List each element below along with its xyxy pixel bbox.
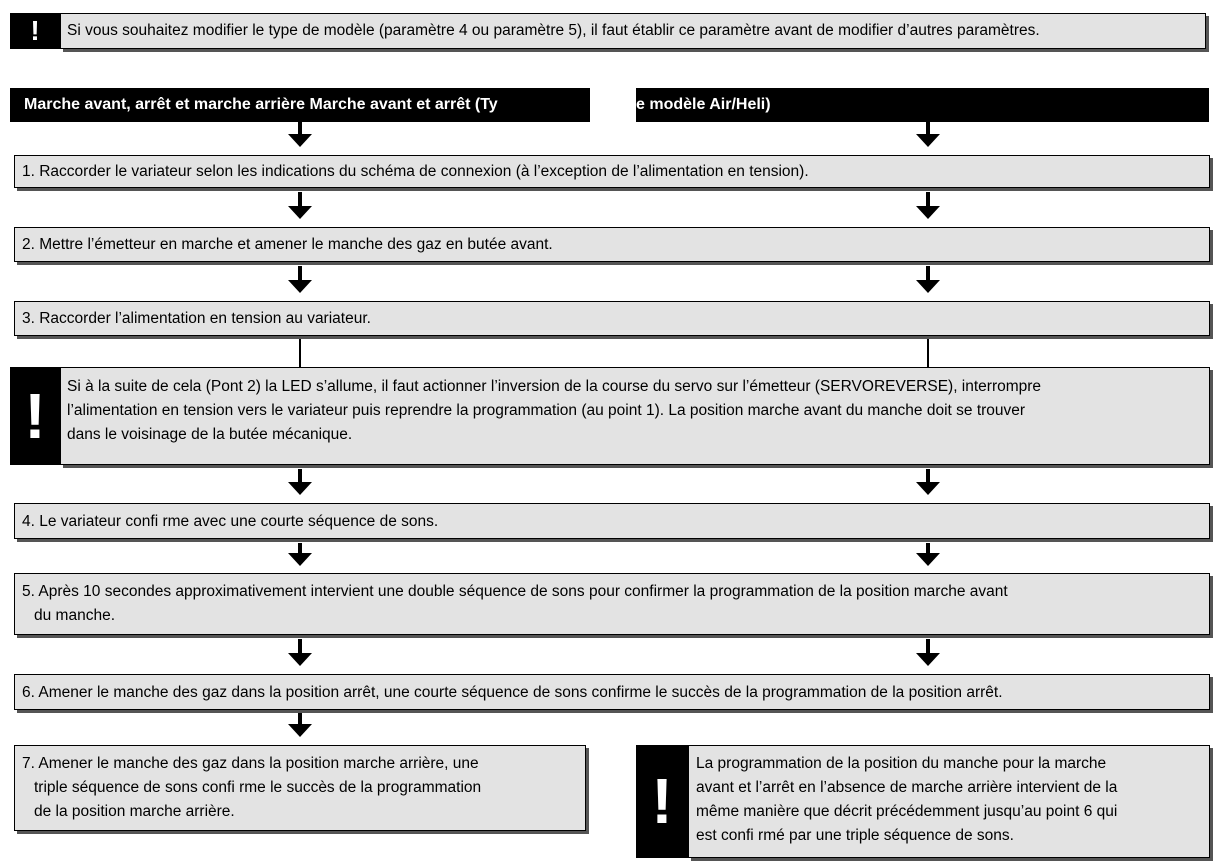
header-gap <box>590 88 636 122</box>
header-left-text: Marche avant, arrêt et marche arrière Marche avant et arrêt (Ty <box>24 96 498 113</box>
arrow-down-icon <box>288 122 312 147</box>
arrow-down-icon <box>288 192 312 219</box>
arrow-down-icon <box>288 543 312 566</box>
step-5-box <box>14 573 1210 635</box>
mid-warning-line-3: dans le voisinage de la butée mécanique. <box>67 426 353 443</box>
connector-line <box>299 339 301 367</box>
header-right-text: e modèle Air/Heli) <box>636 96 771 113</box>
step-5-line-2: du manche. <box>34 607 115 624</box>
step-4-box <box>14 503 1210 539</box>
bottom-warning-box <box>688 745 1210 858</box>
mid-warning-line-2: l’alimentation en tension vers le variateur puis reprendre la programmation (au point 1). La position marche avant du manche doit se trouver <box>67 402 1026 419</box>
arrow-down-icon <box>916 266 940 293</box>
step-3-box <box>14 301 1210 336</box>
arrow-down-icon <box>916 639 940 666</box>
step-1-box <box>14 155 1210 188</box>
top-warning-text: Si vous souhaitez modifier le type de modèle (paramètre 4 ou paramètre 5), il faut établir ce paramètre avant de modifier d’autres paramètres. <box>67 22 1040 39</box>
arrow-down-icon <box>916 469 940 495</box>
step-2-text: 2. Mettre l’émetteur en marche et amener le manche des gaz en butée avant. <box>22 236 553 253</box>
step-7-box <box>14 745 586 831</box>
arrow-down-icon <box>288 639 312 666</box>
top-warning-mark: ! <box>10 13 60 49</box>
bottom-warning-mark: ! <box>636 745 688 858</box>
top-warning-note <box>60 13 1206 49</box>
arrow-down-icon <box>916 543 940 566</box>
step-5-line-1: 5. Après 10 secondes approximativement intervient une double séquence de sons pour confirmer la programmation de la position marche avant <box>22 583 1008 600</box>
step-1-text: 1. Raccorder le variateur selon les indications du schéma de connexion (à l’exception de l’alimentation en tension). <box>22 163 809 180</box>
step-7-line-3: de la position marche arrière. <box>34 803 235 820</box>
mid-warning-box <box>60 367 1210 465</box>
step-6-text: 6. Amener le manche des gaz dans la position arrêt, une courte séquence de sons confirme le succès de la programmation de la position arrêt. <box>22 684 1003 701</box>
arrow-down-icon <box>288 266 312 293</box>
mid-warning-mark: ! <box>10 367 60 465</box>
step-6-box <box>14 674 1210 710</box>
bottom-warning-line-3: même manière que décrit précédemment jusqu’au point 6 qui <box>696 803 1118 820</box>
connector-line <box>927 339 929 367</box>
arrow-down-icon <box>288 713 312 737</box>
bottom-warning-line-4: est confi rmé par une triple séquence de sons. <box>696 827 1014 844</box>
step-4-text: 4. Le variateur confi rme avec une courte séquence de sons. <box>22 513 439 530</box>
step-7-line-2: triple séquence de sons confi rme le succès de la programmation <box>34 779 482 796</box>
mid-warning-line-1: Si à la suite de cela (Pont 2) la LED s’allume, il faut actionner l’inversion de la course du servo sur l’émetteur (SERVOREVERSE), interrompre <box>67 378 1042 395</box>
step-7-line-1: 7. Amener le manche des gaz dans la position marche arrière, une <box>22 755 479 772</box>
bottom-warning-line-2: avant et l’arrêt en l’absence de marche arrière intervient de la <box>696 779 1118 796</box>
arrow-down-icon <box>288 469 312 495</box>
step-3-text: 3. Raccorder l’alimentation en tension au variateur. <box>22 310 371 327</box>
arrow-down-icon <box>916 192 940 219</box>
bottom-warning-line-1: La programmation de la position du manche pour la marche <box>696 755 1107 772</box>
step-2-box <box>14 227 1210 262</box>
arrow-down-icon <box>916 122 940 147</box>
